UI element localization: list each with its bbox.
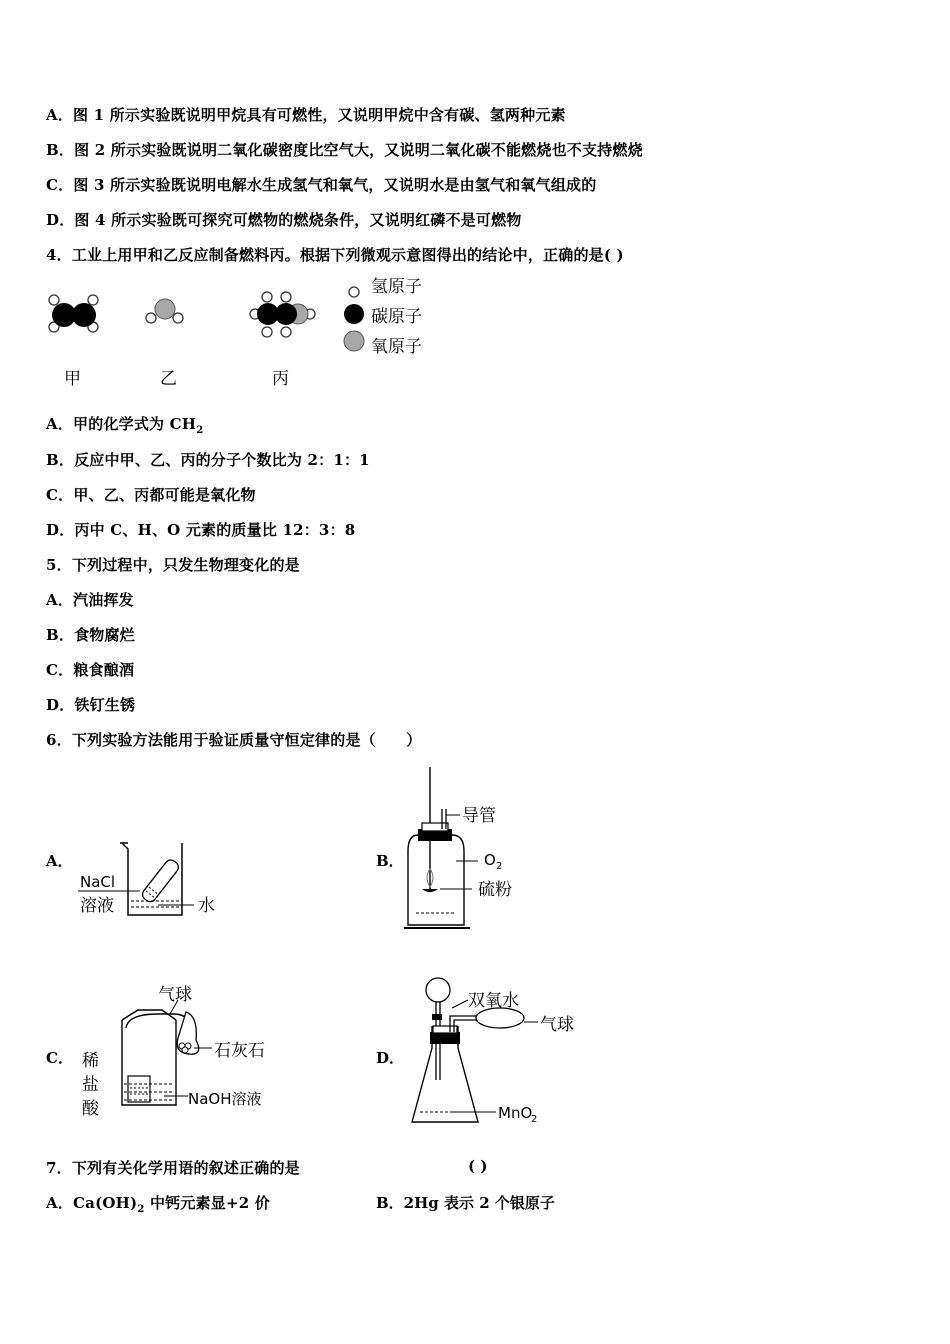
q4-molecule-diagram bbox=[40, 272, 460, 397]
label-mno2: MnO bbox=[498, 1104, 533, 1122]
q3-option-b: B．图 2 所示实验既说明二氧化碳密度比空气大，又说明二氧化碳不能燃烧也不支持燃烧 bbox=[46, 141, 643, 159]
q6-figure-d bbox=[408, 970, 578, 1130]
molecule-jia bbox=[49, 295, 98, 332]
q6-figure-a bbox=[78, 835, 248, 925]
label-o2: O bbox=[484, 851, 496, 869]
q7-stem: 7．下列有关化学用语的叙述正确的是 bbox=[46, 1159, 300, 1177]
q5-stem: 5．下列过程中，只发生物理变化的是 bbox=[46, 556, 300, 574]
q6-figure-b bbox=[400, 765, 540, 935]
label-jia: 甲 bbox=[64, 369, 81, 389]
label-salt: 盐 bbox=[82, 1075, 99, 1095]
q7-paren: ( ) bbox=[468, 1157, 488, 1175]
q6-stem: 6．下列实验方法能用于验证质量守恒定律的是（ ） bbox=[46, 731, 422, 749]
molecule-bing bbox=[250, 292, 315, 337]
q3-option-c: C．图 3 所示实验既说明电解水生成氢气和氧气，又说明水是由氢气和氧气组成的 bbox=[46, 176, 597, 194]
q4-option-b: B．反应中甲、乙、丙的分子个数比为 2：1：1 bbox=[46, 451, 370, 469]
label-bing: 丙 bbox=[272, 369, 289, 389]
q7-option-a bbox=[46, 1192, 270, 1215]
label-balloon-d: 气球 bbox=[540, 1015, 574, 1035]
label-solution: 溶液 bbox=[80, 896, 114, 916]
label-tube: 导管 bbox=[462, 806, 496, 826]
label-acid: 酸 bbox=[82, 1099, 99, 1119]
oxygen-legend-icon bbox=[344, 331, 364, 351]
q6-label-d: D． bbox=[376, 1049, 405, 1067]
q3-option-d: D．图 4 所示实验既可探究可燃物的燃烧条件，又说明红磷不是可燃物 bbox=[46, 211, 522, 229]
label-nacl: NaCl bbox=[80, 873, 116, 891]
q4-option-a-sub: 2 bbox=[196, 425, 204, 436]
label-dilute: 稀 bbox=[82, 1051, 99, 1071]
legend-carbon: 碳原子 bbox=[371, 307, 422, 327]
label-naoh: NaOH溶液 bbox=[188, 1090, 262, 1108]
q7-option-a-sub: 2 bbox=[137, 1204, 145, 1215]
label-o2-sub: 2 bbox=[496, 861, 503, 872]
q5-option-b: B．食物腐烂 bbox=[46, 626, 135, 644]
q7-option-a-text: A．Ca(OH) bbox=[46, 1194, 138, 1212]
legend-oxygen: 氧原子 bbox=[371, 337, 422, 357]
q5-option-d: D．铁钉生锈 bbox=[46, 696, 136, 714]
q3-option-a: A．图 1 所示实验既说明甲烷具有可燃性，又说明甲烷中含有碳、氢两种元素 bbox=[46, 106, 566, 124]
label-water: 水 bbox=[198, 896, 215, 916]
q5-option-a: A．汽油挥发 bbox=[46, 591, 134, 609]
q4-stem: 4．工业上用甲和乙反应制备燃料丙。根据下列微观示意图得出的结论中，正确的是( ) bbox=[46, 246, 624, 264]
label-balloon-c: 气球 bbox=[158, 985, 192, 1005]
q4-option-d: D．丙中 C、H、O 元素的质量比 12：3：8 bbox=[46, 521, 356, 539]
label-limestone: 石灰石 bbox=[214, 1041, 265, 1061]
legend-hydrogen: 氢原子 bbox=[371, 277, 422, 297]
q6-label-a: A． bbox=[46, 852, 73, 870]
label-h2o2: 双氧水 bbox=[468, 991, 519, 1011]
label-yi: 乙 bbox=[160, 369, 177, 389]
hydrogen-legend-icon bbox=[349, 287, 359, 297]
label-mno2-sub: 2 bbox=[531, 1114, 538, 1125]
q6-label-b: B． bbox=[376, 852, 404, 870]
q4-option-a bbox=[46, 413, 203, 436]
q4-option-c: C．甲、乙、丙都可能是氧化物 bbox=[46, 486, 256, 504]
molecule-yi bbox=[146, 299, 183, 323]
q7-option-b: B．2Hg 表示 2 个银原子 bbox=[376, 1194, 555, 1212]
q7-option-a-tail: 中钙元素显+2 价 bbox=[144, 1194, 270, 1212]
q5-option-c: C．粮食酿酒 bbox=[46, 661, 135, 679]
q6-figure-c bbox=[78, 980, 278, 1125]
carbon-legend-icon bbox=[344, 304, 364, 324]
q4-option-a-text: A．甲的化学式为 CH bbox=[46, 415, 197, 433]
label-sulfur: 硫粉 bbox=[478, 880, 512, 900]
q6-label-c: C． bbox=[46, 1049, 73, 1067]
